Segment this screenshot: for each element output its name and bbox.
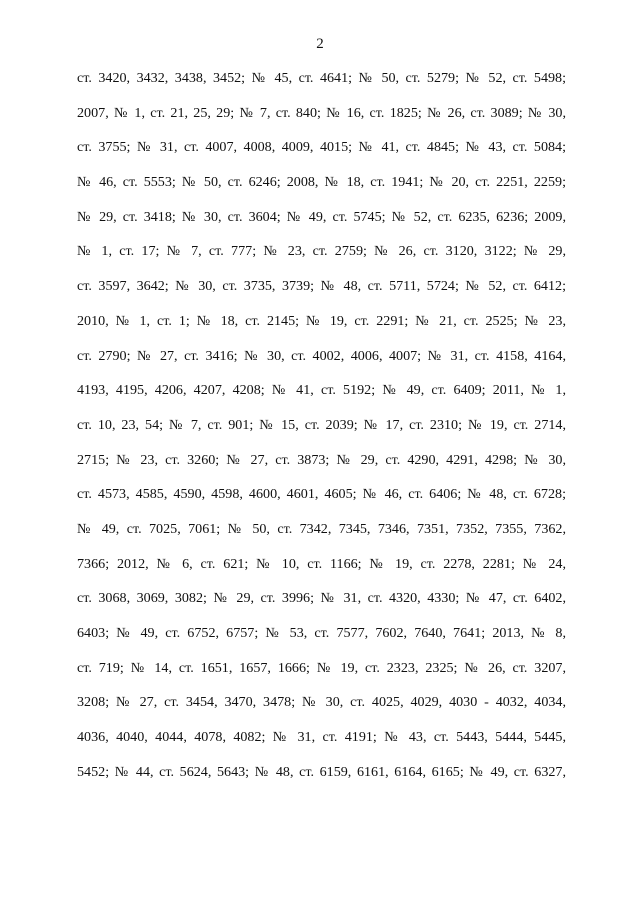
text-line: ст. 3755; № 31, ст. 4007, 4008, 4009, 4015; № 41, ст. 4845; № 43, ст. 5084; — [77, 139, 566, 156]
text-line: № 46, ст. 5553; № 50, ст. 6246; 2008, № 18, ст. 1941; № 20, ст. 2251, 2259; — [77, 174, 566, 191]
text-line: 4036, 4040, 4044, 4078, 4082; № 31, ст. 4191; № 43, ст. 5443, 5444, 5445, — [77, 729, 566, 746]
text-line: 5452; № 44, ст. 5624, 5643; № 48, ст. 6159, 6161, 6164, 6165; № 49, ст. 6327, — [77, 763, 566, 780]
body-text — [77, 68, 566, 796]
text-line: ст. 3068, 3069, 3082; № 29, ст. 3996; № 31, ст. 4320, 4330; № 47, ст. 6402, — [77, 590, 566, 607]
text-line: ст. 3420, 3432, 3438, 3452; № 45, ст. 4641; № 50, ст. 5279; № 52, ст. 5498; — [77, 70, 566, 86]
text-line: № 1, ст. 17; № 7, ст. 777; № 23, ст. 2759; № 26, ст. 3120, 3122; № 29, — [77, 243, 566, 260]
text-line: 2007, № 1, ст. 21, 25, 29; № 7, ст. 840; № 16, ст. 1825; № 26, ст. 3089; № 30, — [77, 104, 566, 121]
text-line: ст. 2790; № 27, ст. 3416; № 30, ст. 4002, 4006, 4007; № 31, ст. 4158, 4164, — [77, 347, 566, 364]
page-number: 2 — [316, 36, 324, 52]
text-line: ст. 3597, 3642; № 30, ст. 3735, 3739; № 48, ст. 5711, 5724; № 52, ст. 6412; — [77, 278, 566, 295]
text-line: ст. 10, 23, 54; № 7, ст. 901; № 15, ст. 2039; № 17, ст. 2310; № 19, ст. 2714, — [77, 416, 566, 433]
text-line: ст. 4573, 4585, 4590, 4598, 4600, 4601, 4605; № 46, ст. 6406; № 48, ст. 6728; — [77, 486, 566, 503]
text-line: 4193, 4195, 4206, 4207, 4208; № 41, ст. 5192; № 49, ст. 6409; 2011, № 1, — [77, 382, 566, 399]
text-line: № 29, ст. 3418; № 30, ст. 3604; № 49, ст. 5745; № 52, ст. 6235, 6236; 2009, — [77, 208, 566, 225]
text-line: 2010, № 1, ст. 1; № 18, ст. 2145; № 19, ст. 2291; № 21, ст. 2525; № 23, — [77, 312, 566, 329]
text-line: 3208; № 27, ст. 3454, 3470, 3478; № 30, ст. 4025, 4029, 4030 - 4032, 4034, — [77, 694, 566, 711]
text-line: 6403; № 49, ст. 6752, 6757; № 53, ст. 7577, 7602, 7640, 7641; 2013, № 8, — [77, 625, 566, 641]
text-line: 7366; 2012, № 6, ст. 621; № 10, ст. 1166; № 19, ст. 2278, 2281; № 24, — [77, 555, 566, 572]
text-line: ст. 719; № 14, ст. 1651, 1657, 1666; № 19, ст. 2323, 2325; № 26, ст. 3207, — [77, 659, 566, 676]
text-line: 2715; № 23, ст. 3260; № 27, ст. 3873; № 29, ст. 4290, 4291, 4298; № 30, — [77, 451, 566, 468]
text-line: № 49, ст. 7025, 7061; № 50, ст. 7342, 7345, 7346, 7351, 7352, 7355, 7362, — [77, 520, 566, 537]
